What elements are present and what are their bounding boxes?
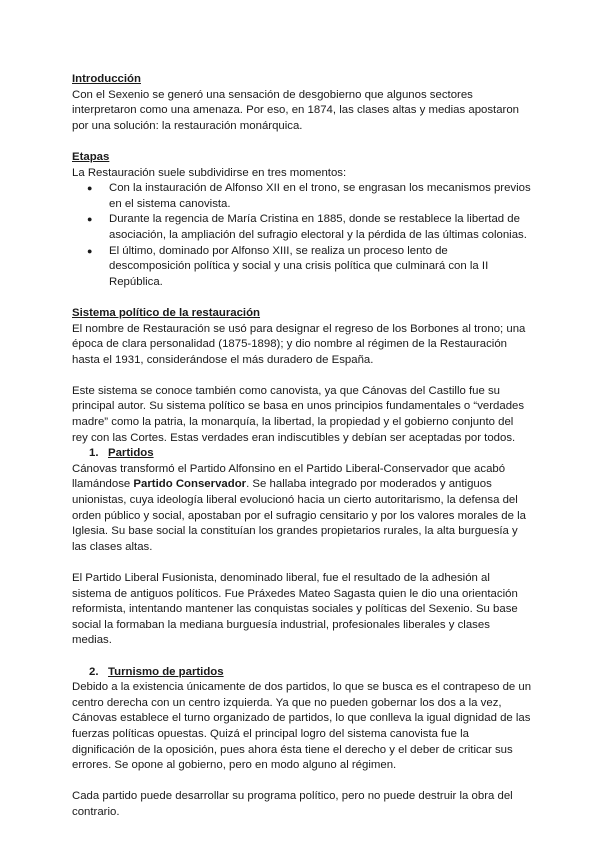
etapas-intro: La Restauración suele subdividirse en tres momentos: <box>72 166 347 179</box>
turnismo-title: Turnismo de partidos <box>108 665 224 678</box>
partidos-paragraph-1 <box>72 462 532 556</box>
turnismo-heading <box>72 665 532 681</box>
intro-paragraph: Con el Sexenio se generó una sensación de desgobierno que algunos sectores interpretaron como una amenaza. Por eso, en 1874, las clases altas y medias apostaron por una solución: la restauración monárquica. <box>72 88 520 132</box>
turnismo-number: 2. <box>89 665 99 678</box>
intro-heading: Introducción <box>72 73 141 85</box>
partido-conservador-bold: Partido Conservador <box>133 478 247 491</box>
document-page <box>72 72 532 821</box>
etapas-item: ● Con la instauración de Alfonso XII en el trono, se engrasan los mecanismos previos en el sistema canovista. <box>109 181 532 212</box>
turnismo-paragraph-1: Debido a la existencia únicamente de dos partidos, lo que se busca es el contrapeso de un centro derecha con un centro izquierda. Ya que no pueden gobernar los dos a la vez, Cánovas establece el turno organizado de partidos, lo que conlleva la igual dignidad de las fuerzas políticas opuestas. Quizá el principal logro del sistema canovista fue la dignificación de la oposición, pues ahora ésta tiene el derecho y el deber de criticar sus errores. Se opone al gobierno, pero en modo alguno al régimen. <box>72 681 532 772</box>
partidos-heading <box>72 446 532 462</box>
partidos-p1-end: . Se hallaba integrado por moderados y antiguos unionistas, cuya ideología liberal evolucionó hacia un cierto autoritarismo, la defensa del orden público y social, apostaban por el sufragio censitario y por los valores morales de la Iglesia. Su base social la constituían los grandes propietarios rurales, la alta burguesía y las clases altas. <box>72 478 526 553</box>
etapas-heading: Etapas <box>72 150 110 163</box>
sistema-heading: Sistema político de la restauración <box>72 306 261 319</box>
etapas-item: ● El último, dominado por Alfonso XIII, se realiza un proceso lento de descomposición política y social y una crisis política que culminará con la II República. <box>109 244 532 291</box>
partidos-number: 1. <box>89 447 99 460</box>
sistema-paragraph-1: El nombre de Restauración se usó para designar el regreso de los Borbones al trono; una época de clara personalidad (1875-1898); y dio nombre al régimen de la Restauración hasta el 1931, considerándose el más duradero de España. <box>72 322 526 366</box>
sistema-paragraph-2: Este sistema se conoce también como canovista, ya que Cánovas del Castillo fue su principal autor. Su sistema político se basa en unos principios fundamentales o “verdades madre” como la patria, la monarquía, la libertad, la propiedad y el gobierno conjunto del rey con las Cortes. Estas verdades eran indiscutibles y debían ser aceptadas por todos. <box>72 384 525 444</box>
turnismo-paragraph-2: Cada partido puede desarrollar su programa político, pero no puede destruir la obra del contrario. <box>72 790 513 818</box>
partidos-paragraph-2: El Partido Liberal Fusionista, denominado liberal, fue el resultado de la adhesión al sistema de antiguos políticos. Fue Práxedes Mateo Sagasta quien le dio una orientación reformista, intentando mantener las conquistas sociales y políticas del Sexenio. Su base social la formaban la mediana burguesía industrial, profesionales liberales y clases medias. <box>72 572 518 647</box>
partidos-p1-start: Cánovas transformó el Partido Alfonsino en el Partido Liberal-Conservador que acabó llamándose <box>72 462 506 491</box>
etapas-list <box>72 181 532 290</box>
etapas-item: ● Durante la regencia de María Cristina en 1885, donde se restablece la libertad de asociación, la ampliación del sufragio electoral y la pérdida de las últimas colonias. <box>109 212 532 243</box>
partidos-title: Partidos <box>108 447 154 460</box>
